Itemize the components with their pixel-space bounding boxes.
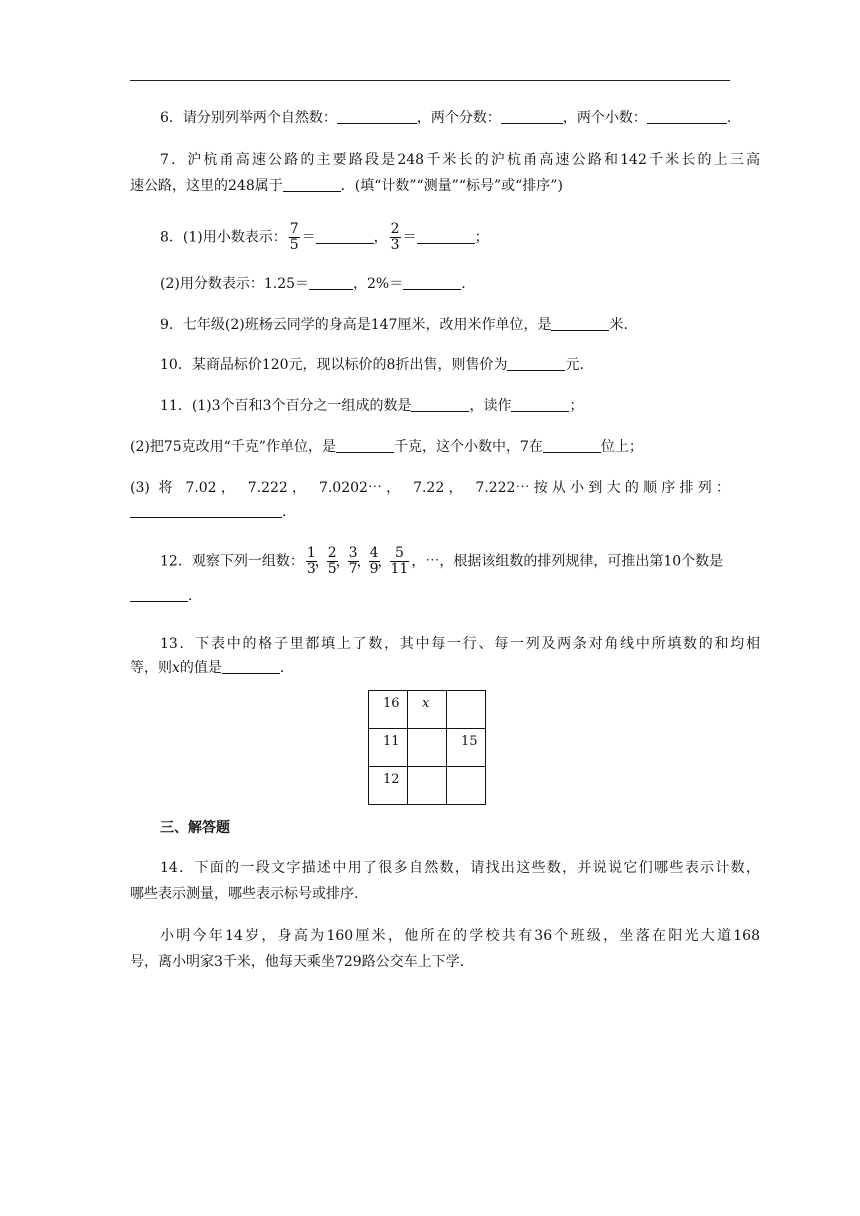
answer-blank[interactable] <box>309 275 353 290</box>
answer-blank[interactable] <box>336 438 394 453</box>
question-7-line-1: 7．沪杭甬高速公路的主要路段是248千米长的沪杭甬高速公路和142千米长的上三高 <box>160 152 760 168</box>
fraction: $\frac{1}{3}$ <box>306 545 316 577</box>
question-13-line-2: 等，则x的值是 . <box>130 660 285 676</box>
answer-blank[interactable] <box>337 109 417 124</box>
grid-cell <box>408 767 447 805</box>
question-9: 9．七年级(2)班杨云同学的身高是147厘米，改用米作单位，是 米. <box>160 317 628 333</box>
question-13-line-1: 13．下表中的格子里都填上了数，其中每一行、每一列及两条对角线中所填数的和均相 <box>160 636 760 652</box>
grid-cell <box>408 729 447 767</box>
grid-cell: 16 <box>369 691 408 729</box>
grid-cell: x <box>408 691 447 729</box>
answer-blank[interactable] <box>543 438 601 453</box>
question-14-passage-line-2: 号，离小明家3千米，他每天乘坐729路公交车上下学. <box>130 954 465 970</box>
answer-blank[interactable] <box>511 397 569 412</box>
answer-blank[interactable] <box>501 109 563 124</box>
question-12: 12．观察下列一组数： $\frac{1}{3}$ ， $\frac{2}{5}$ ， $\frac{3}{7}$ ， $\frac{4}{9}$ ， $\frac{5}{11}$ ，⋯，根据该组数的排列规律，可推出第10个数是 <box>160 545 724 577</box>
question-6: 6．请分别列举两个自然数： ，两个分数： ，两个小数： . <box>160 110 732 126</box>
question-10: 10．某商品标价120元，现以标价的8折出售，则售价为 元. <box>160 357 584 373</box>
grid-cell <box>447 691 486 729</box>
answer-blank[interactable] <box>403 275 461 290</box>
header-rule <box>130 80 730 81</box>
grid-cell: 15 <box>447 729 486 767</box>
answer-blank[interactable] <box>222 659 280 674</box>
question-12-answer: . <box>130 586 730 606</box>
grid-row <box>369 767 486 805</box>
fraction-sequence: $\frac{1}{3}$ ， $\frac{2}{5}$ ， $\frac{3}{7}$ ， $\frac{4}{9}$ ， $\frac{5}{11}$ <box>306 545 409 577</box>
question-11-part-2: (2)把75克改用“千克”作单位，是 千克，这个小数中，7在 位上； <box>130 439 643 455</box>
question-14-line-2: 哪些表示测量，哪些表示标号或排序. <box>130 886 359 902</box>
fraction: $\frac{4}{9}$ <box>369 545 379 577</box>
section-heading: 三、解答题 <box>160 820 230 836</box>
answer-blank[interactable] <box>283 177 341 192</box>
fraction: $\frac{2}{3}$ <box>390 221 400 253</box>
fraction: $\frac{2}{5}$ <box>327 545 337 577</box>
magic-square-grid <box>368 690 486 805</box>
fraction: $\frac{5}{11}$ <box>390 545 409 577</box>
grid-cell: 11 <box>369 729 408 767</box>
grid-row <box>369 691 486 729</box>
question-11-part-3-answer: . <box>130 502 730 522</box>
answer-blank[interactable] <box>507 356 565 371</box>
answer-blank[interactable] <box>411 397 469 412</box>
question-11-part-3: (3) 将 7.02， 7.222， 7.0202⋯， 7.22， 7.222⋯按从小到大的顺序排列： <box>130 480 730 496</box>
answer-blank[interactable] <box>551 316 609 331</box>
question-14-passage-line-1: 小明今年14岁，身高为160厘米，他所在的学校共有36个班级，坐落在阳光大道168 <box>160 928 760 944</box>
grid-cell: 12 <box>369 767 408 805</box>
grid-cell <box>447 767 486 805</box>
answer-blank[interactable] <box>130 587 188 602</box>
grid-row <box>369 729 486 767</box>
question-14-line-1: 14．下面的一段文字描述中用了很多自然数，请找出这些数，并说说它们哪些表示计数， <box>160 860 760 876</box>
fraction: $\frac{3}{7}$ <box>348 545 358 577</box>
answer-blank[interactable] <box>417 229 475 244</box>
answer-blank[interactable] <box>316 229 374 244</box>
question-8-part-2: (2)用分数表示：1.25＝ ，2%＝ . <box>160 276 466 292</box>
question-7-line-2: 速公路，这里的248属于 ．(填“计数”“测量”“标号”或“排序”) <box>130 178 563 194</box>
question-8-part-1: 8．(1)用小数表示： $\frac{7}{5}$ ＝ ， $\frac{2}{3}$ ＝ ； <box>160 221 489 253</box>
answer-blank[interactable] <box>130 503 282 518</box>
question-11-part-1: 11．(1)3个百和3个百分之一组成的数是 ，读作 ； <box>160 398 584 414</box>
answer-blank[interactable] <box>647 109 727 124</box>
fraction: $\frac{7}{5}$ <box>289 221 299 253</box>
